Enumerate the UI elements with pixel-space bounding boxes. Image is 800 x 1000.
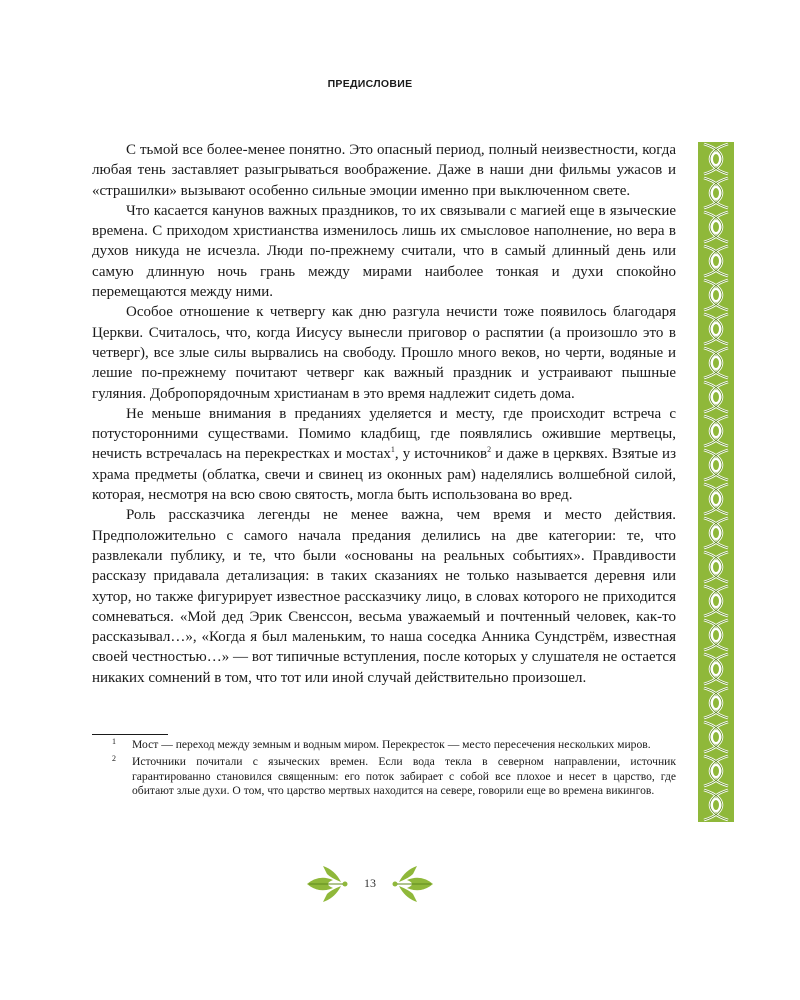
footnote-1: [112, 738, 676, 753]
running-header: ПРЕДИСЛОВИЕ: [327, 78, 413, 90]
paragraph-4-part-2: , у источников: [394, 446, 488, 463]
paragraph-3: Особое отношение к четвергу как дню разгула нечисти тоже появилось благодаря Церкви. Считалось, что, когда Иисусу вынесли приговор о распятии (а произошло это в четверг), все злые силы вырвались на свободу. Прошло много веков, но черти, водяные и лешие по-прежнему почитают четверг как важный праздник и устраивают пышные гуляния. Добропорядочным христианам в это время надлежит сидеть дома.: [92, 304, 676, 402]
footnote-marker: 1: [112, 737, 116, 746]
footnote-text: Мост — переход между земным и водным миром. Перекресток — место пересечения нескольких миров.: [132, 738, 651, 751]
page-footer: [305, 862, 435, 906]
paragraph-4-part-3: и даже в церквях. Взятые из храма предметы (облатка, свечи и свинец из оконных рам) наделялись волшебной силой, которая, несмотря на всю свою святость, могла быть использована во вред.: [92, 446, 676, 504]
footnote-ref-2[interactable]: 2: [487, 445, 492, 455]
page-number: 13: [364, 876, 376, 890]
main-text: [92, 140, 676, 688]
celtic-knot-border-icon: [698, 142, 734, 822]
paragraph-1: С тьмой все более-менее понятно. Это опасный период, полный неизвестности, когда любая тень заставляет разыгрываться воображение. Даже в наши дни фильмы ужасов и «страшилки» вызывают особенно сильные эмоции именно при выключенном свете.: [92, 142, 676, 199]
footnote-divider: [92, 734, 168, 735]
footnote-text: Источники почитали с языческих времен. Если вода текла в северном направлении, источник гарантированно становился священным: его поток забирает с собой все плохое и несет в царство, где обитают злые духи. О том, что царство мертвых находится на севере, говорили еще во времена викингов.: [132, 754, 676, 798]
paragraph-5: Роль рассказчика легенды не менее важна, чем время и место действия. Предположительно с самого начала предания делились на две категории: те, что развлекали публику, и те, что были «основаны на реальных событиях». Правдивости рассказу придавала детализация: в таких сказаниях не только называется деревня или хутор, но также фигурирует известное рассказчику лицо, в словах которого не приходится сомневаться. «Мой дед Эрик Свенссон, весьма уважаемый и почтенный человек, как-то рассказывал…», «Когда я был маленьким, то наша соседка Анника Сундстрём, известная своей честностью…» — вот типичные вступления, после которых у слушателя не остается никаких сомнений в том, что тот или иной случай действительно произошел.: [92, 507, 676, 686]
paragraph-2: Что касается канунов важных праздников, то их связывали с магией еще в языческие времена. С приходом христианства изменилось лишь их смысловое наполнение, но вера в духов никуда не исчезла. Люди по-прежнему считали, что в самый длинный день или самую длинную ночь грань между мирами наиболее тонкая и духи спокойно перемещаются между ними.: [92, 202, 676, 301]
footnote-marker: 2: [112, 753, 116, 763]
leaf-ornament-right-icon: [391, 862, 435, 906]
paragraph-4: [92, 404, 676, 505]
footnotes: [112, 738, 676, 801]
footnote-ref-1[interactable]: 1: [390, 445, 395, 455]
paragraph-4-part-1: Не меньше внимания в преданиях уделяется и месту, где происходит встреча с потусторонними существами. Помимо кладбищ, где появлялись ожившие мертвецы, нечисть встречалась на перекрестках и мостах: [92, 405, 676, 463]
footnote-2: [112, 755, 676, 799]
